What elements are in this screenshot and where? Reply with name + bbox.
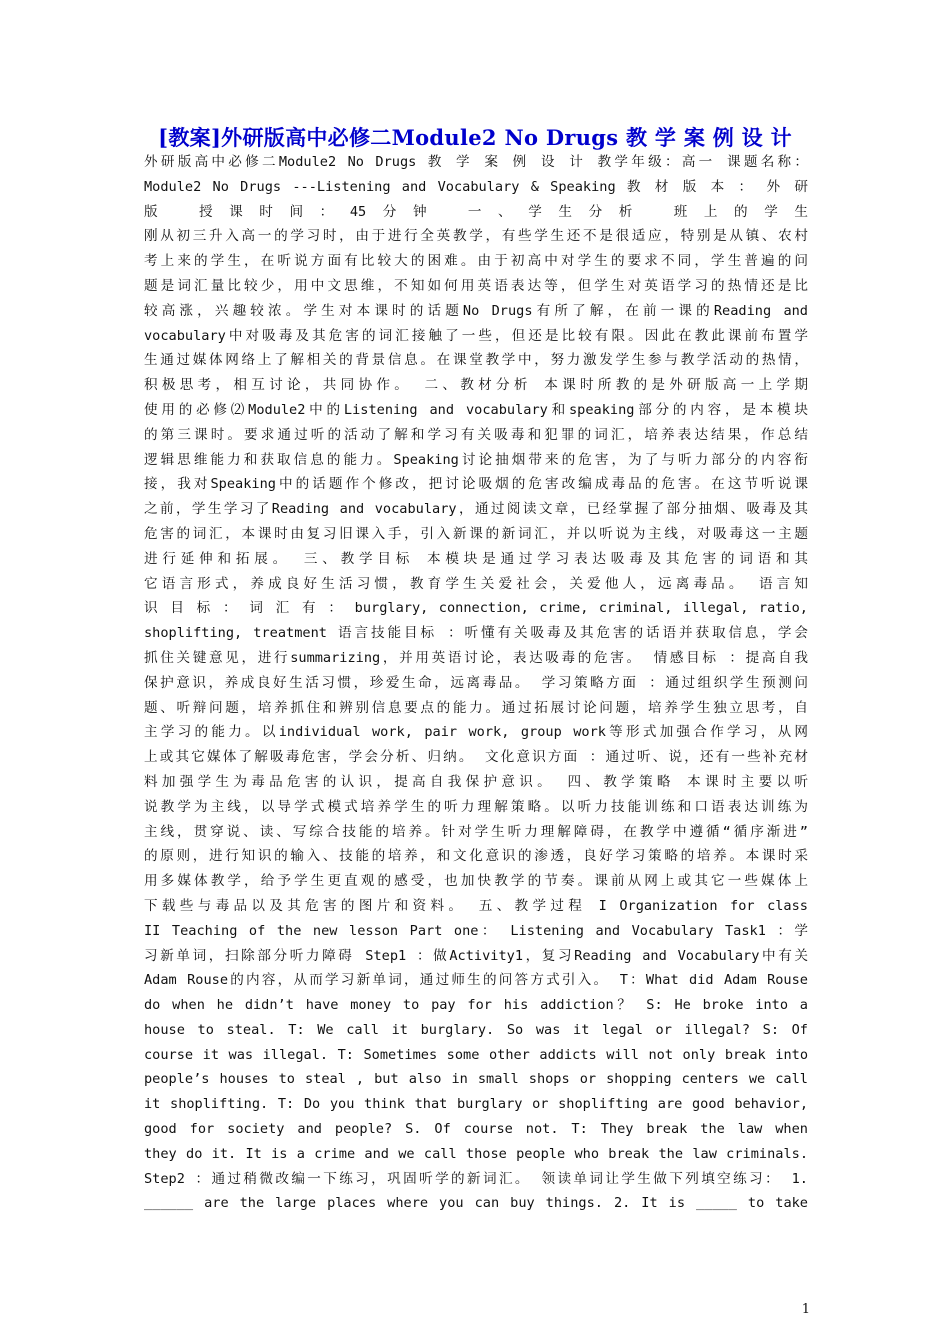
text-line: 下载些与毒品以及其危害的图片和资料。 五、教学过程 I Organization for class xyxy=(144,897,808,914)
text-line: people’s houses to steal , but also in small shops or shopping centers we call xyxy=(144,1071,808,1088)
text-line: good for society and people? S. Of course not. T: They break the law when xyxy=(144,1121,808,1138)
text-line: shoplifting, treatment 语言技能目标 ：听懂有关吸毒及其危害的话语并获取信息，学会 xyxy=(144,625,808,642)
text-line: 生通过媒体网络上了解相关的背景信息。在课堂教学中，努力激发学生参与教学活动的热情， xyxy=(144,352,808,369)
text-line: 保护意识，养成良好生活习惯，珍爱生命，远离毒品。 学习策略方面 ：通过组织学生预测问 xyxy=(144,674,808,691)
text-line: 用多媒体教学，给予学生更直观的感受，也加快教学的节奏。课前从网上或其它一些媒体上 xyxy=(144,873,808,890)
text-line: Step2 ：通过稍微改编一下练习，巩固听学的新词汇。 领读单词让学生做下列填空练习： 1. xyxy=(144,1170,808,1187)
text-line: 说教学为主线，以导学式模式培养学生的听力理解策略。以听力技能训练和口语表达训练为 xyxy=(144,798,808,815)
page-number: 1 xyxy=(801,1302,810,1317)
text-line: 识 目 标 ： 词 汇 有 ： burglary, connection, crime, criminal, illegal, ratio, xyxy=(144,600,808,617)
text-line: house to steal. T: We call it burglary. So was it legal or illegal? S: Of xyxy=(144,1021,808,1038)
text-line: 的原则，进行知识的输入、技能的培养，和文化意识的渗透，良好学习策略的培养。本课时采 xyxy=(144,848,808,865)
text-line: Module2 No Drugs ---Listening and Vocabulary & Speaking 教 材 版 本 ： 外 研 xyxy=(144,178,808,195)
text-line: 外研版高中必修二Module2 No Drugs 教 学 案 例 设 计 教学年级：高一 课题名称： xyxy=(144,154,808,170)
text-line: 使用的必修⑵Module2中的Listening and vocabulary和speaking部分的内容，是本模块 xyxy=(144,401,808,418)
text-line: ______ are the large places where you can buy things. 2. It is _____ to take xyxy=(144,1195,808,1212)
text-line: 危害的词汇，本课时由复习旧课入手，引入新课的新词汇，并以听说为主线，对吸毒这一主题 xyxy=(144,525,808,542)
text-line: Adam Rouse的内容，从而学习新单词，通过师生的问答方式引入。 T：What did Adam Rouse xyxy=(144,972,808,989)
text-line: 逻辑思维能力和获取信息的能力。Speaking讨论抽烟带来的危害，为了与听力部分的内容衔 xyxy=(144,451,808,468)
text-line: course it was illegal. T: Sometimes some other addicts will not only break into xyxy=(144,1046,808,1063)
text-line: 主学习的能力。以individual work, pair work, group work等形式加强合作学习，从网 xyxy=(144,724,808,741)
text-line: 上或其它媒体了解吸毒危害，学会分析、归纳。 文化意识方面 ：通过听、说，还有一些补充材 xyxy=(144,749,808,766)
text-line: do when he didn’t have money to pay for his addiction？ S: He broke into a xyxy=(144,997,808,1014)
text-line: 较高涨，兴趣较浓。学生对本课时的话题No Drugs有所了解，在前一课的Reading and xyxy=(144,302,808,319)
text-line: 题、听辩问题，培养抓住和辨别信息要点的能力。通过拓展讨论问题，培养学生独立思考，自 xyxy=(144,699,808,716)
text-line: II Teaching of the new lesson Part one： Listening and Vocabulary Task1 ：学 xyxy=(144,922,808,939)
text-line: 接，我对Speaking中的话题作个修改，把讨论吸烟的危害改编成毒品的危害。在这节听说课 xyxy=(144,476,808,493)
document-title: [教案]外研版高中必修二Module2 No Drugs 教 学 案 例 设 计 xyxy=(158,125,792,150)
text-line: vocabulary中对吸毒及其危害的词汇接触了一些，但还是比较有限。因此在教此课前布置学 xyxy=(144,327,808,344)
text-line: 主线，贯穿说、读、写综合技能的培养。针对学生听力理解障碍，在教学中遵循“循序渐进” xyxy=(144,823,808,840)
text-line: 刚从初三升入高一的学习时，由于进行全英教学，有些学生还不是很适应，特别是从镇、农村 xyxy=(144,228,808,245)
text-line: they do it. It is a crime and we call those people who break the law criminals. xyxy=(144,1145,808,1162)
text-line: 积极思考，相互讨论，共同协作。 二、教材分析 本课时所教的是外研版高一上学期 xyxy=(144,377,808,394)
text-line: 之前，学生学习了Reading and vocabulary，通过阅读文章，已经掌握了部分抽烟、吸毒及其 xyxy=(144,501,808,518)
text-line: it shoplifting. T: Do you think that burglary or shoplifting are good behavior, xyxy=(144,1096,808,1113)
text-line: 题是词汇量比较少，用中文思维，不知如何用英语表达等，但学生对英语学习的热情还是比 xyxy=(144,277,808,294)
text-line: 习新单词，扫除部分听力障碍 Step1 ：做Activity1，复习Reading and Vocabulary中有关 xyxy=(144,947,808,964)
text-line: 进行延伸和拓展。 三、教学目标 本模块是通过学习表达吸毒及其危害的词语和其 xyxy=(144,550,808,567)
text-line: 版 授课时间：45分钟 一、学生分析 班上的学生 xyxy=(144,203,808,220)
text-line: 抓住关键意见，进行summarizing，并用英语讨论，表达吸毒的危害。 情感目标 ：提高自我 xyxy=(144,649,808,666)
text-line: 的第三课时。要求通过听的活动了解和学习有关吸毒和犯罪的词汇，培养表达结果，作总结 xyxy=(144,426,808,443)
text-line: 料加强学生为毒品危害的认识，提高自我保护意识。 四、教学策略 本课时主要以听 xyxy=(144,773,808,790)
text-line: 考上来的学生，在听说方面有比较大的困难。由于初高中对学生的要求不同，学生普遍的问 xyxy=(144,253,808,270)
document-body xyxy=(144,150,808,1216)
text-line: 它语言形式，养成良好生活习惯，教育学生关爱社会，关爱他人，远离毒品。 语言知 xyxy=(144,575,808,592)
